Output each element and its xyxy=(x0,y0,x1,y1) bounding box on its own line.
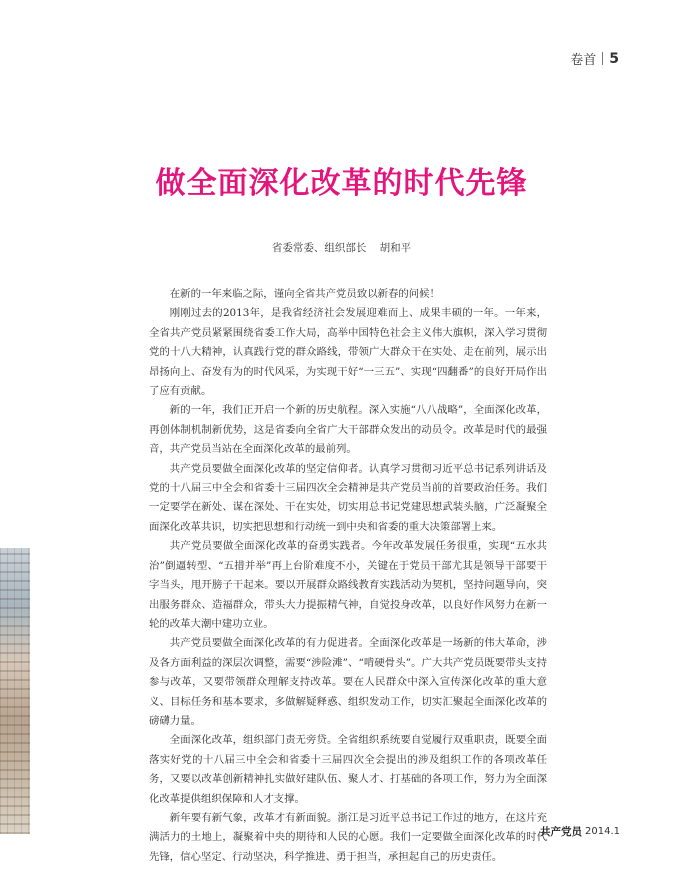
byline xyxy=(0,240,683,255)
paragraph: 共产党员要做全面深化改革的奋勇实践者。今年改革发展任务很重，实现“五水共治”倒逼转型、“五措并举”再上台阶难度不小，关键在于党员干部尤其是领导干部要干字当头，甩开膀子干起来。要以开展群众路线教育实践活动为契机，坚持问题导向，突出服务群众、造福群众，带头大力提振精气神，自觉投身改革，以良好作风努力在新一轮的改革大潮中建功立业。 xyxy=(149,540,547,630)
issue-number: 2014.1 xyxy=(585,826,620,837)
magazine-logo: 共产党员 xyxy=(540,826,582,838)
author-position: 省委常委、组织部长 xyxy=(271,242,367,254)
paragraph: 共产党员要做全面深化改革的有力促进者。全面深化改革是一场新的伟大革命，涉及各方面利益的深层次调整，需要“涉险滩”、“啃硬骨头”。广大共产党员既要带头支持参与改革，又要带领群众理解支持改革。要在人民群众中深入宣传深化改革的重大意义、目标任务和基本要求，多做解疑释惑、组织发动工作，切实汇聚起全面深化改革的磅礴力量。 xyxy=(149,637,547,727)
author-name: 胡和平 xyxy=(379,242,412,254)
paragraph: 共产党员要做全面深化改革的坚定信仰者。认真学习贯彻习近平总书记系列讲话及党的十八届三中全会和省委十三届四次全会精神是共产党员当前的首要政治任务。我们一定要学在新处、谋在深处、干在实处，切实用总书记党建思想武装头脑，广泛凝聚全面深化改革共识，切实把思想和行动统一到中央和省委的重大决策部署上来。 xyxy=(149,462,547,533)
page-footer xyxy=(540,824,620,839)
article-body xyxy=(149,285,547,867)
side-photo-strip xyxy=(0,548,30,834)
section-label: 卷首 xyxy=(570,53,597,68)
article-title: 做全面深化改革的时代先锋 xyxy=(155,166,528,201)
page-number: 5 xyxy=(609,50,619,67)
running-head xyxy=(570,49,619,68)
paragraph: 刚刚过去的2013年，是我省经济社会发展迎难而上、成果丰硕的一年。一年来，全省共产党员紧紧围绕省委工作大局，高举中国特色社会主义伟大旗帜，深入学习贯彻党的十八大精神，认真践行党的群众路线，带领广大群众干在实处、走在前列，展示出昂扬向上、奋发有为的时代风采，为实现干好“一三五”、实现“四翻番”的良好开局作出了应有贡献。 xyxy=(149,307,547,398)
paragraph: 新的一年，我们正开启一个新的历史航程。深入实施“八八战略”，全面深化改革，再创体制机制新优势，这是省委向全省广大干部群众发出的动员令。改革是时代的最强音，共产党员当站在全面深化改革的最前列。 xyxy=(149,404,547,456)
paragraph: 在新的一年来临之际，谨向全省共产党员致以新春的问候！ xyxy=(169,288,440,300)
paragraph: 新年要有新气象，改革才有新面貌。浙江是习近平总书记工作过的地方，在这片充满活力的土地上，凝聚着中央的期待和人民的心愿。我们一定要做全面深化改革的时代先锋，信心坚定、行动坚决，科学推进、勇于担当，承担起自己的历史责任。 xyxy=(149,811,547,863)
paragraph: 全面深化改革，组织部门责无旁贷。全省组织系统要自觉履行双重职责，既要全面落实好党的十八届三中全会和省委十三届四次全会提出的涉及组织工作的各项改革任务，又要以改革创新精神扎实做好建队伍、聚人才、打基础的各项工作，努力为全面深化改革提供组织保障和人才支撑。 xyxy=(149,734,547,805)
header-divider xyxy=(602,52,603,65)
